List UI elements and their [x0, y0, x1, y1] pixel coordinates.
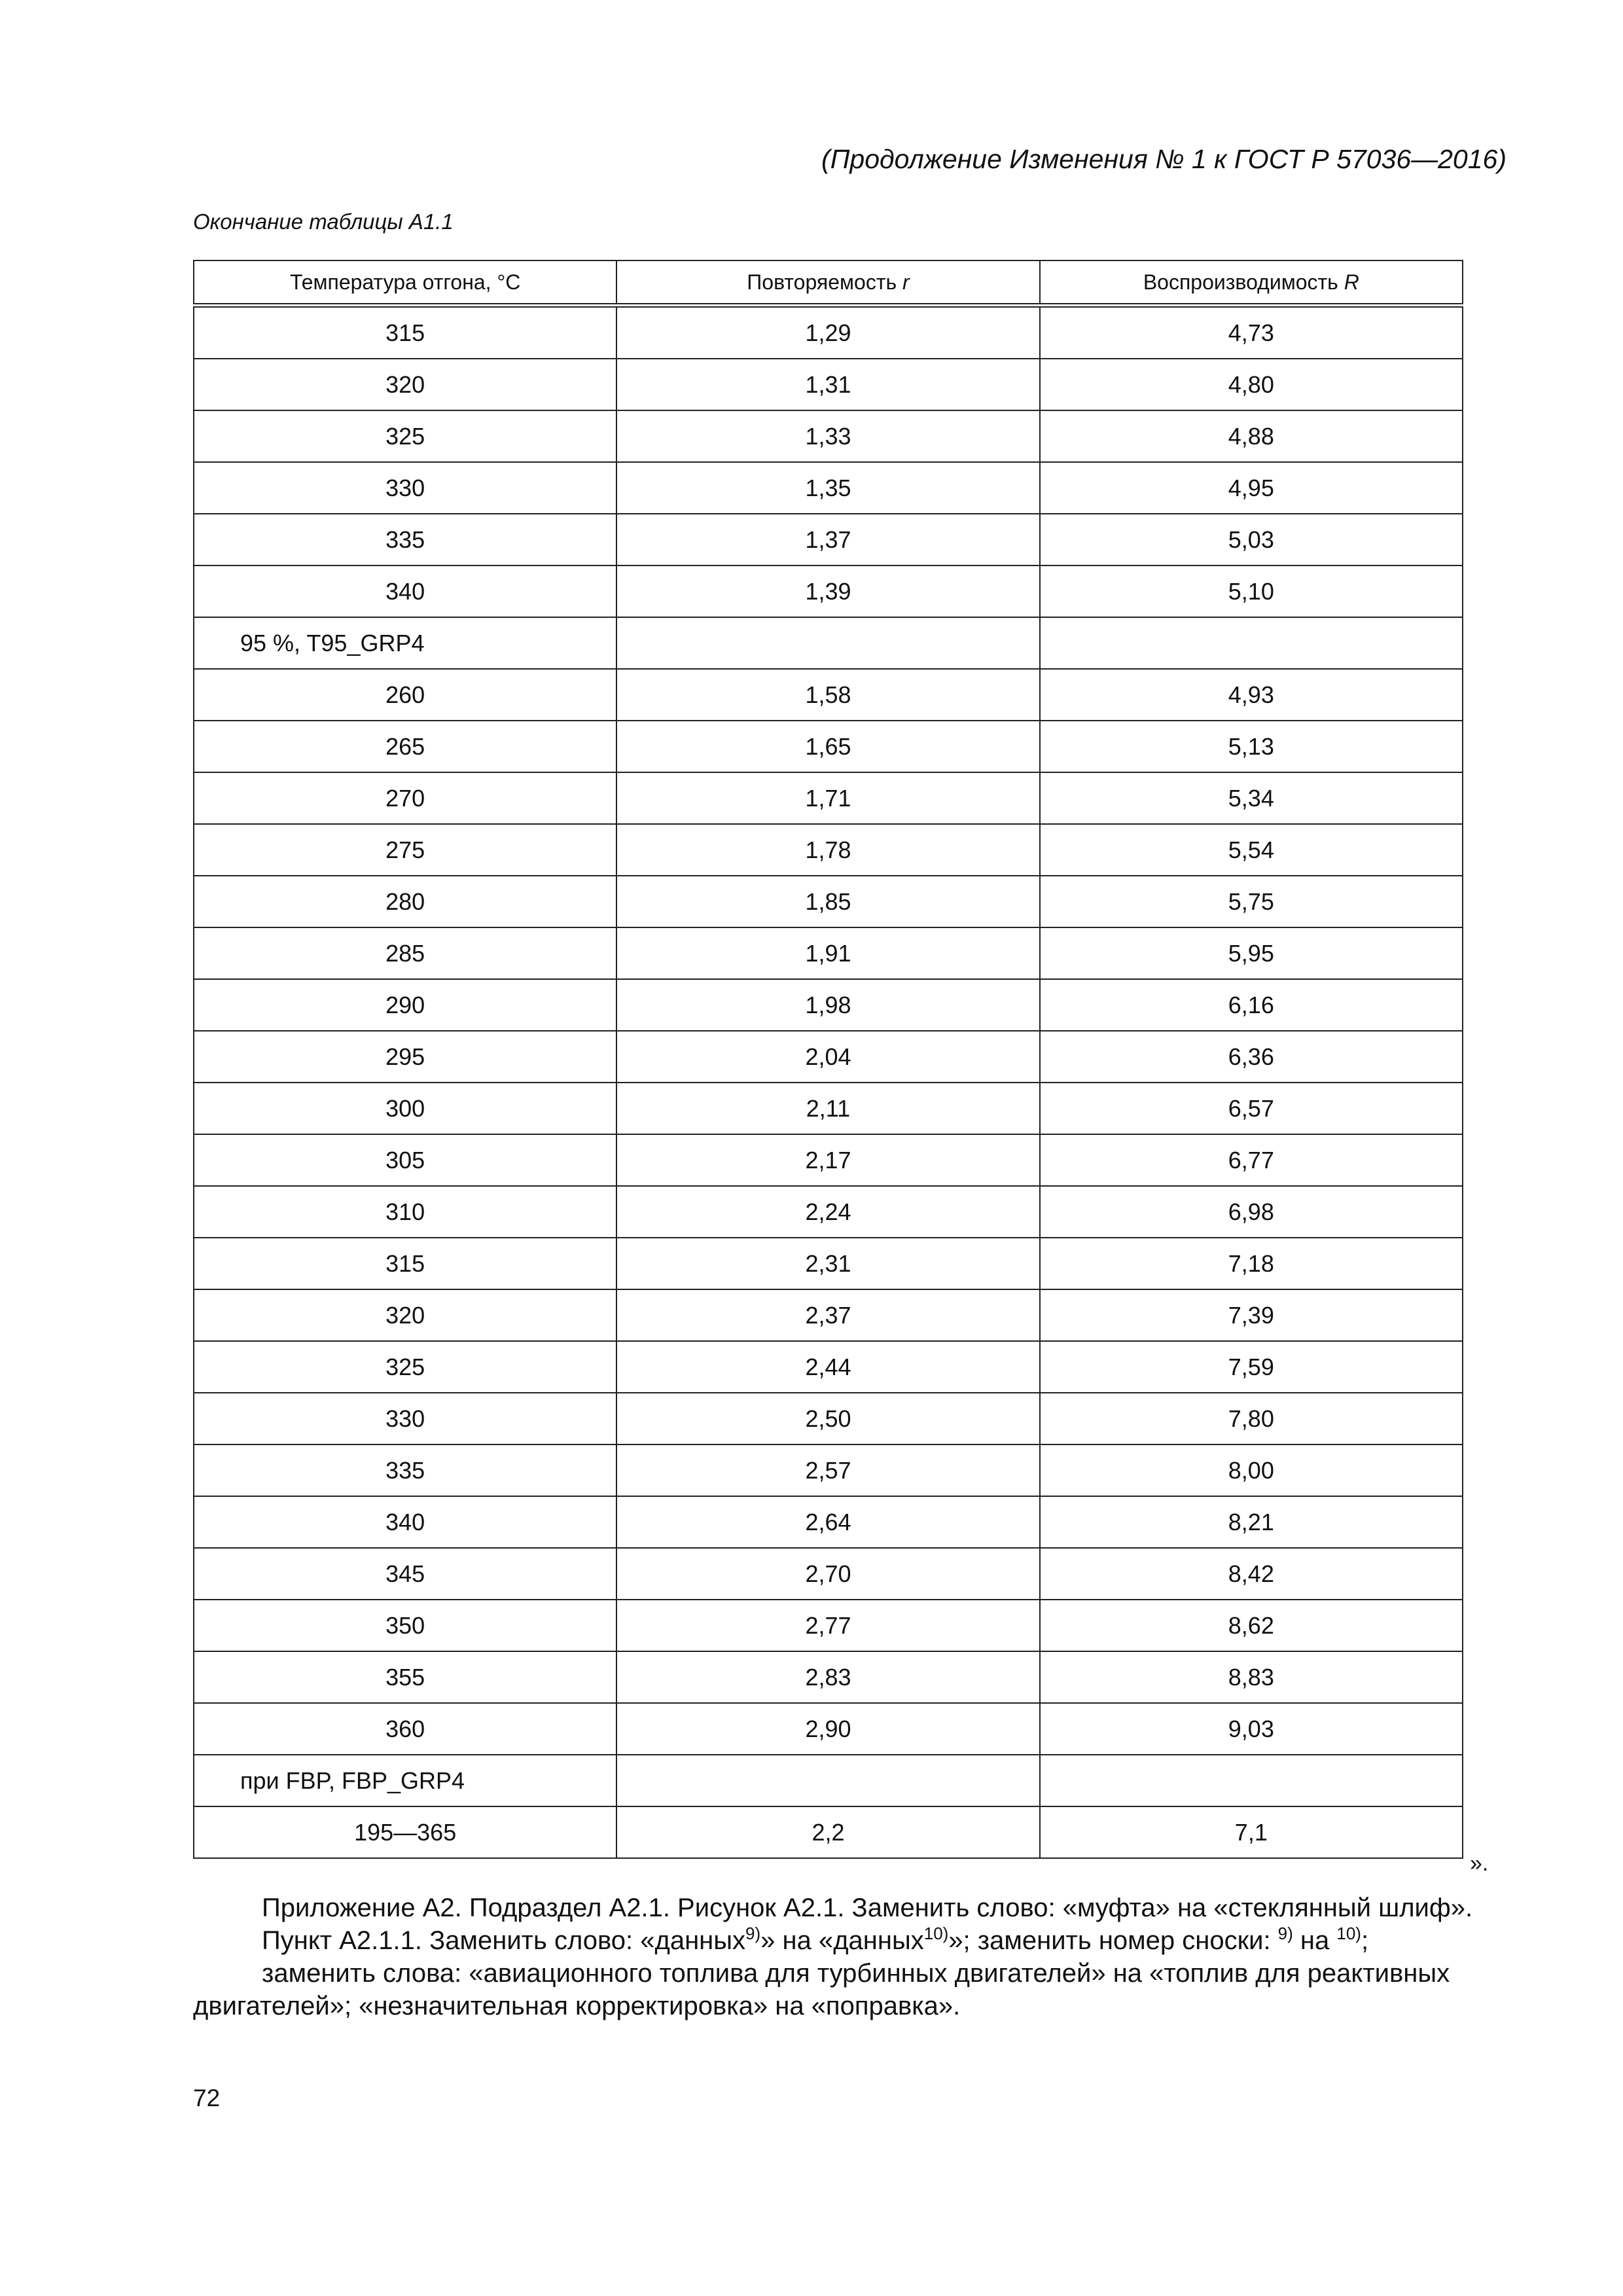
- repeatability-cell: 2,04: [616, 1031, 1039, 1083]
- temperature-cell: 330: [194, 462, 616, 514]
- table-caption: Окончание таблицы А1.1: [193, 209, 454, 234]
- empty-cell: [616, 1755, 1039, 1806]
- table-row: [194, 927, 1463, 979]
- temperature-cell: 335: [194, 514, 616, 565]
- repeatability-cell: 2,44: [616, 1341, 1039, 1393]
- table-group-row: [194, 617, 1463, 669]
- reproducibility-cell: 4,80: [1040, 359, 1463, 410]
- reproducibility-cell: 4,93: [1040, 669, 1463, 721]
- reproducibility-cell: 6,98: [1040, 1186, 1463, 1238]
- reproducibility-cell: 7,1: [1040, 1806, 1463, 1858]
- temperature-cell: 340: [194, 565, 616, 617]
- reproducibility-cell: 6,57: [1040, 1083, 1463, 1134]
- temperature-cell: 305: [194, 1134, 616, 1186]
- repeatability-cell: 2,57: [616, 1444, 1039, 1496]
- reproducibility-cell: 5,03: [1040, 514, 1463, 565]
- table-row: [194, 1186, 1463, 1238]
- temperature-cell: 260: [194, 669, 616, 721]
- reproducibility-cell: 8,83: [1040, 1651, 1463, 1703]
- table-row: [194, 1806, 1463, 1858]
- paragraph-text: на: [1293, 1926, 1337, 1955]
- footnote-ref: 9): [1277, 1924, 1293, 1943]
- temperature-cell: 270: [194, 772, 616, 824]
- temperature-cell: 335: [194, 1444, 616, 1496]
- temperature-cell: 320: [194, 1289, 616, 1341]
- table-row: [194, 1600, 1463, 1651]
- table-row: [194, 1393, 1463, 1444]
- table-row: [194, 1703, 1463, 1755]
- paragraph-text: » на «данных: [760, 1926, 924, 1955]
- temperature-cell: 195—365: [194, 1806, 616, 1858]
- table-row: [194, 1444, 1463, 1496]
- closing-quote: ».: [1470, 1851, 1489, 1876]
- repeatability-cell: 1,98: [616, 979, 1039, 1031]
- reproducibility-cell: 4,88: [1040, 410, 1463, 462]
- repeatability-cell: 2,70: [616, 1548, 1039, 1600]
- page-number: 72: [193, 2085, 221, 2111]
- footnote-ref: 9): [745, 1924, 761, 1943]
- temperature-cell: 310: [194, 1186, 616, 1238]
- footnote-ref: 10): [923, 1924, 949, 1943]
- paragraph-clause-a2-1-1: [193, 1924, 1564, 1957]
- temperature-cell: 275: [194, 824, 616, 876]
- temperature-cell: 360: [194, 1703, 616, 1755]
- table-row: [194, 1134, 1463, 1186]
- repeatability-cell: 1,91: [616, 927, 1039, 979]
- table-header-row: [194, 260, 1463, 306]
- repeatability-cell: 2,50: [616, 1393, 1039, 1444]
- table-row: [194, 1651, 1463, 1703]
- repeatability-cell: 1,33: [616, 410, 1039, 462]
- reproducibility-cell: 5,10: [1040, 565, 1463, 617]
- repeatability-cell: 2,2: [616, 1806, 1039, 1858]
- empty-cell: [1040, 617, 1463, 669]
- temperature-cell: 315: [194, 1238, 616, 1289]
- table-row: [194, 410, 1463, 462]
- group-label-cell: 95 %, T95_GRP4: [194, 617, 616, 669]
- repeatability-cell: 1,58: [616, 669, 1039, 721]
- reproducibility-cell: 5,34: [1040, 772, 1463, 824]
- reproducibility-cell: 7,39: [1040, 1289, 1463, 1341]
- table-row: [194, 824, 1463, 876]
- table-row: [194, 1238, 1463, 1289]
- reproducibility-cell: 6,16: [1040, 979, 1463, 1031]
- repeatability-cell: 1,37: [616, 514, 1039, 565]
- column-header-reproducibility: [1040, 260, 1463, 306]
- repeatability-cell: 2,83: [616, 1651, 1039, 1703]
- table-row: [194, 669, 1463, 721]
- temperature-cell: 295: [194, 1031, 616, 1083]
- paragraph-text: »; заменить номер сноски:: [948, 1926, 1278, 1955]
- reproducibility-cell: 5,13: [1040, 721, 1463, 772]
- reproducibility-cell: 4,73: [1040, 306, 1463, 359]
- reproducibility-cell: 8,42: [1040, 1548, 1463, 1600]
- temperature-cell: 315: [194, 306, 616, 359]
- reproducibility-cell: 8,00: [1040, 1444, 1463, 1496]
- table-row: [194, 876, 1463, 927]
- column-header-reproducibility-text: Воспроизводимость: [1143, 270, 1344, 294]
- reproducibility-cell: 8,62: [1040, 1600, 1463, 1651]
- column-header-repeatability-text: Повторяемость: [747, 270, 903, 294]
- column-header-repeatability-symbol: r: [902, 270, 910, 294]
- repeatability-cell: 1,39: [616, 565, 1039, 617]
- table-header: [194, 260, 1463, 306]
- temperature-cell: 345: [194, 1548, 616, 1600]
- repeatability-cell: 1,85: [616, 876, 1039, 927]
- temperature-cell: 325: [194, 410, 616, 462]
- reproducibility-cell: 7,18: [1040, 1238, 1463, 1289]
- table-row: [194, 1031, 1463, 1083]
- table-row: [194, 1083, 1463, 1134]
- repeatability-cell: 1,65: [616, 721, 1039, 772]
- reproducibility-cell: 4,95: [1040, 462, 1463, 514]
- repeatability-cell: 1,31: [616, 359, 1039, 410]
- empty-cell: [1040, 1755, 1463, 1806]
- temperature-cell: 300: [194, 1083, 616, 1134]
- temperature-cell: 325: [194, 1341, 616, 1393]
- repeatability-cell: 1,71: [616, 772, 1039, 824]
- column-header-temperature: Температура отгона, °С: [194, 260, 616, 306]
- table-row: [194, 1496, 1463, 1548]
- group-label-cell: при FBP, FBP_GRP4: [194, 1755, 616, 1806]
- temperature-cell: 320: [194, 359, 616, 410]
- empty-cell: [616, 617, 1039, 669]
- paragraph-appendix-a2: Приложение А2. Подраздел А2.1. Рисунок А2.1. Заменить слово: «муфта» на «стеклянный шлиф».: [262, 1893, 1473, 1922]
- table-row: [194, 462, 1463, 514]
- repeatability-cell: 2,24: [616, 1186, 1039, 1238]
- page-header: (Продолжение Изменения № 1 к ГОСТ Р 57036—2016): [821, 144, 1507, 174]
- temperature-cell: 280: [194, 876, 616, 927]
- repeatability-cell: 1,29: [616, 306, 1039, 359]
- repeatability-cell: 2,64: [616, 1496, 1039, 1548]
- data-table: [193, 260, 1463, 1859]
- table-row: [194, 1548, 1463, 1600]
- repeatability-cell: 2,17: [616, 1134, 1039, 1186]
- paragraph-replace-words-line1: заменить слова: «авиационного топлива для турбинных двигателей» на «топлив для реактивных: [262, 1959, 1450, 1988]
- repeatability-cell: 1,35: [616, 462, 1039, 514]
- reproducibility-cell: 8,21: [1040, 1496, 1463, 1548]
- table-row: [194, 772, 1463, 824]
- reproducibility-cell: 6,77: [1040, 1134, 1463, 1186]
- reproducibility-cell: 9,03: [1040, 1703, 1463, 1755]
- column-header-reproducibility-symbol: R: [1344, 270, 1359, 294]
- table-row: [194, 721, 1463, 772]
- repeatability-cell: 2,37: [616, 1289, 1039, 1341]
- temperature-cell: 330: [194, 1393, 616, 1444]
- reproducibility-cell: 5,95: [1040, 927, 1463, 979]
- temperature-cell: 350: [194, 1600, 616, 1651]
- paragraph-replace-words-line2: двигателей»; «незначительная корректировка» на «поправка».: [193, 1992, 961, 2020]
- paragraph-text: ;: [1361, 1926, 1369, 1955]
- table-row: [194, 1289, 1463, 1341]
- table-row: [194, 565, 1463, 617]
- repeatability-cell: 2,11: [616, 1083, 1039, 1134]
- temperature-cell: 265: [194, 721, 616, 772]
- reproducibility-cell: 5,54: [1040, 824, 1463, 876]
- paragraph-text: Пункт А2.1.1. Заменить слово: «данных: [262, 1926, 746, 1955]
- table-group-row: [194, 1755, 1463, 1806]
- repeatability-cell: 2,90: [616, 1703, 1039, 1755]
- table-row: [194, 514, 1463, 565]
- table-row: [194, 359, 1463, 410]
- column-header-repeatability: [616, 260, 1039, 306]
- temperature-cell: 290: [194, 979, 616, 1031]
- table-row: [194, 979, 1463, 1031]
- reproducibility-cell: 5,75: [1040, 876, 1463, 927]
- table-body: [194, 306, 1463, 1859]
- temperature-cell: 355: [194, 1651, 616, 1703]
- repeatability-cell: 2,31: [616, 1238, 1039, 1289]
- reproducibility-cell: 7,59: [1040, 1341, 1463, 1393]
- temperature-cell: 285: [194, 927, 616, 979]
- temperature-cell: 340: [194, 1496, 616, 1548]
- repeatability-cell: 2,77: [616, 1600, 1039, 1651]
- reproducibility-cell: 6,36: [1040, 1031, 1463, 1083]
- reproducibility-cell: 7,80: [1040, 1393, 1463, 1444]
- footnote-ref: 10): [1336, 1924, 1361, 1943]
- table-row: [194, 1341, 1463, 1393]
- repeatability-cell: 1,78: [616, 824, 1039, 876]
- table-row: [194, 306, 1463, 359]
